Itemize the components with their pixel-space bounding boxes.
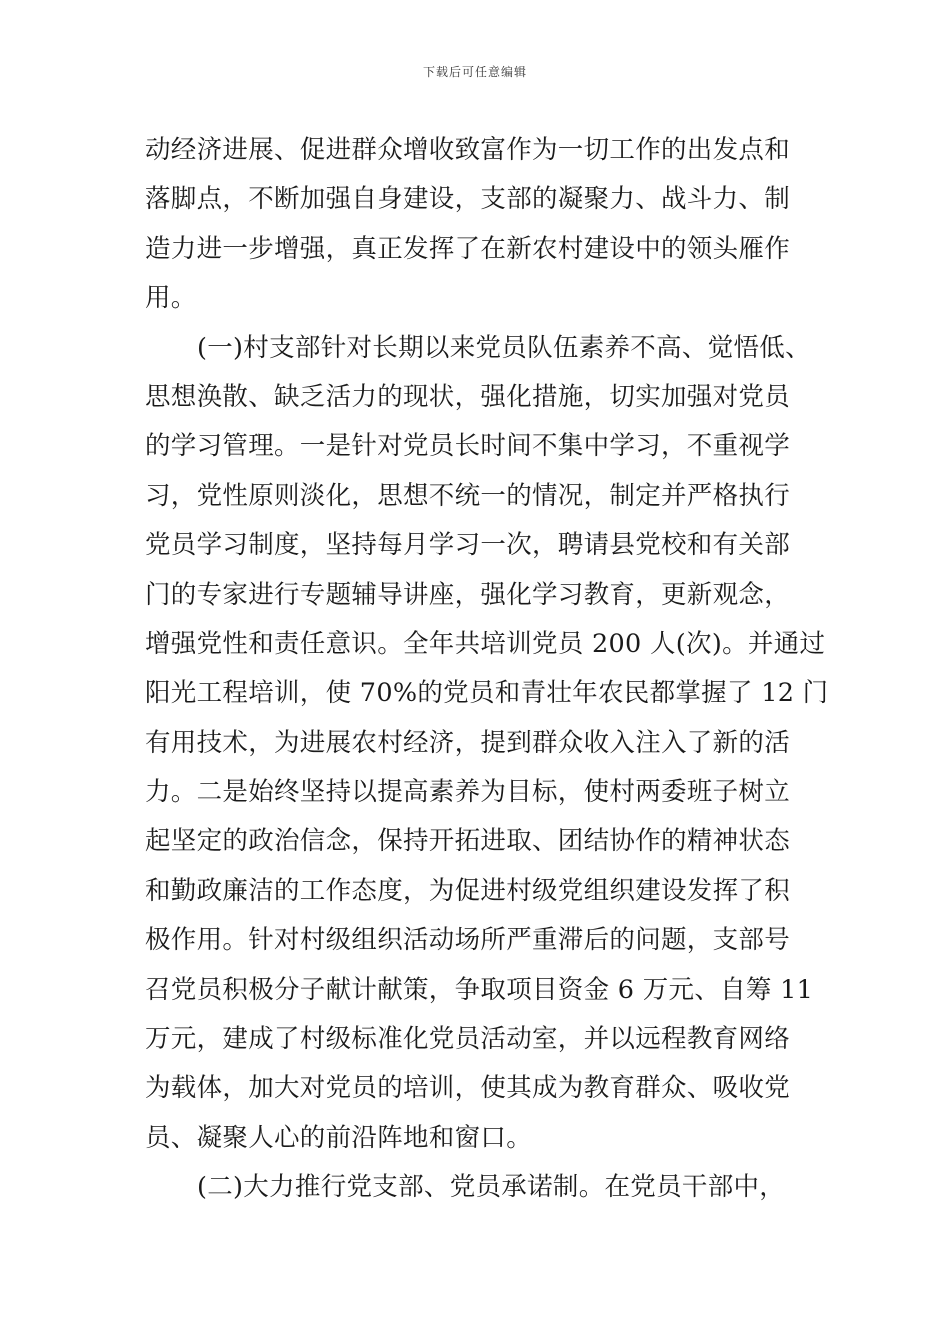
text-line: 的学习管理。一是针对党员长时间不集中学习，不重视学 bbox=[145, 431, 791, 462]
text-line: 落脚点，不断加强自身建设，支部的凝聚力、战斗力、制 bbox=[145, 184, 791, 215]
text-line: 造力进一步增强，真正发挥了在新农村建设中的领头雁作 bbox=[145, 233, 791, 264]
text-line: 思想涣散、缺乏活力的现状，强化措施，切实加强对党员 bbox=[145, 381, 791, 412]
text-line: 极作用。针对村级组织活动场所严重滞后的问题，支部号 bbox=[145, 925, 791, 956]
text-line: 万元，建成了村级标准化党员活动室，并以远程教育网络 bbox=[145, 1024, 791, 1055]
text-line: 起坚定的政治信念，保持开拓进取、团结协作的精神状态 bbox=[145, 826, 791, 857]
text-line: 党员学习制度，坚持每月学习一次，聘请县党校和有关部 bbox=[145, 530, 791, 561]
text-line: 有用技术，为进展农村经济，提到群众收入注入了新的活 bbox=[145, 727, 791, 758]
text-line: 增强党性和责任意识。全年共培训党员 200 人(次)。并通过 bbox=[145, 628, 826, 659]
paragraph-start-line: (二)大力推行党支部、党员承诺制。在党员干部中， bbox=[197, 1172, 786, 1203]
text-line: 召党员积极分子献计献策，争取项目资金 6 万元、自筹 11 bbox=[145, 974, 814, 1005]
text-line: 员、凝聚人心的前沿阵地和窗口。 bbox=[145, 1122, 533, 1153]
page-header: 下载后可任意编辑 bbox=[422, 65, 527, 79]
text-line: 习，党性原则淡化，思想不统一的情况，制定并严格执行 bbox=[145, 480, 791, 511]
paragraph-start-line: (一)村支部针对长期以来党员队伍素养不高、觉悟低、 bbox=[197, 332, 811, 363]
text-line: 用。 bbox=[145, 283, 197, 314]
text-line: 门的专家进行专题辅导讲座，强化学习教育，更新观念， bbox=[145, 579, 791, 610]
text-line: 为载体，加大对党员的培训，使其成为教育群众、吸收党 bbox=[145, 1073, 791, 1104]
text-line: 阳光工程培训，使 70%的党员和青壮年农民都掌握了 12 门 bbox=[145, 678, 829, 709]
text-line: 和勤政廉洁的工作态度，为促进村级党组织建设发挥了积 bbox=[145, 875, 791, 906]
text-line: 力。二是始终坚持以提高素养为目标，使村两委班子树立 bbox=[145, 777, 791, 808]
text-line: 动经济进展、促进群众增收致富作为一切工作的出发点和 bbox=[145, 135, 791, 165]
document-body bbox=[145, 126, 829, 1213]
